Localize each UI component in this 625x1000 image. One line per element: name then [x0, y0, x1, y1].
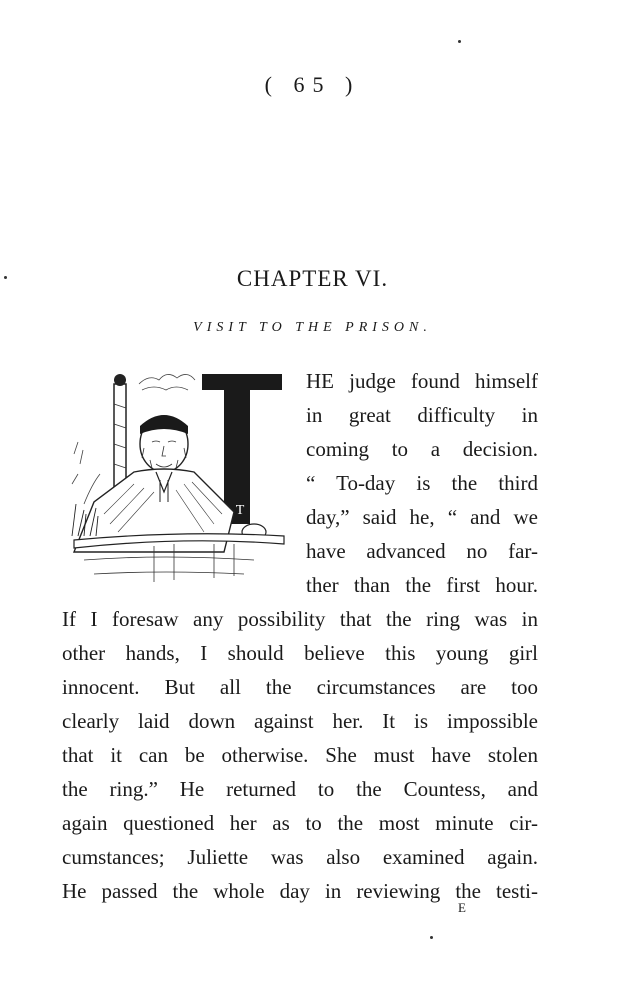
text-line: He passed the whole day in reviewing the testi- — [62, 879, 538, 903]
text-line: that it can be otherwise. She must have stolen — [62, 743, 538, 767]
chapter-subtitle: VISIT TO THE PRISON. — [193, 320, 432, 335]
text-line: day,” said he, “ and we — [306, 505, 538, 529]
specks-icon — [4, 276, 7, 279]
chapter-title: CHAPTER VI. — [236, 266, 389, 291]
text-line: ther than the first hour. — [306, 573, 538, 597]
drop-cap-letter: T — [235, 503, 245, 518]
specks-icon — [430, 936, 433, 939]
text-line: coming to a decision. — [306, 437, 538, 461]
text-line: in great difficulty in — [306, 403, 538, 427]
text-line: If I foresaw any possibility that the ring was in — [62, 607, 538, 631]
side-paragraph — [306, 364, 538, 602]
body-paragraph — [62, 602, 538, 908]
text-line: clearly laid down against her. It is impossible — [62, 709, 538, 733]
specks-icon — [458, 40, 461, 43]
text-line: the ring.” He returned to the Countess, and — [62, 777, 538, 801]
text-line: other hands, I should believe this young girl — [62, 641, 538, 665]
page-number: ( 65 ) — [264, 72, 361, 97]
text-line: have advanced no far- — [306, 539, 538, 563]
text-line: “ To-day is the third — [306, 471, 538, 495]
text-line: cumstances; Juliette was also examined again. — [62, 845, 538, 869]
judge-portrait-icon — [64, 364, 292, 586]
text-line: HE judge found himself — [306, 369, 538, 393]
text-line: again questioned her as to the most minute cir- — [62, 811, 538, 835]
text-line: innocent. But all the circumstances are too — [62, 675, 538, 699]
signature-mark: E — [458, 900, 466, 915]
